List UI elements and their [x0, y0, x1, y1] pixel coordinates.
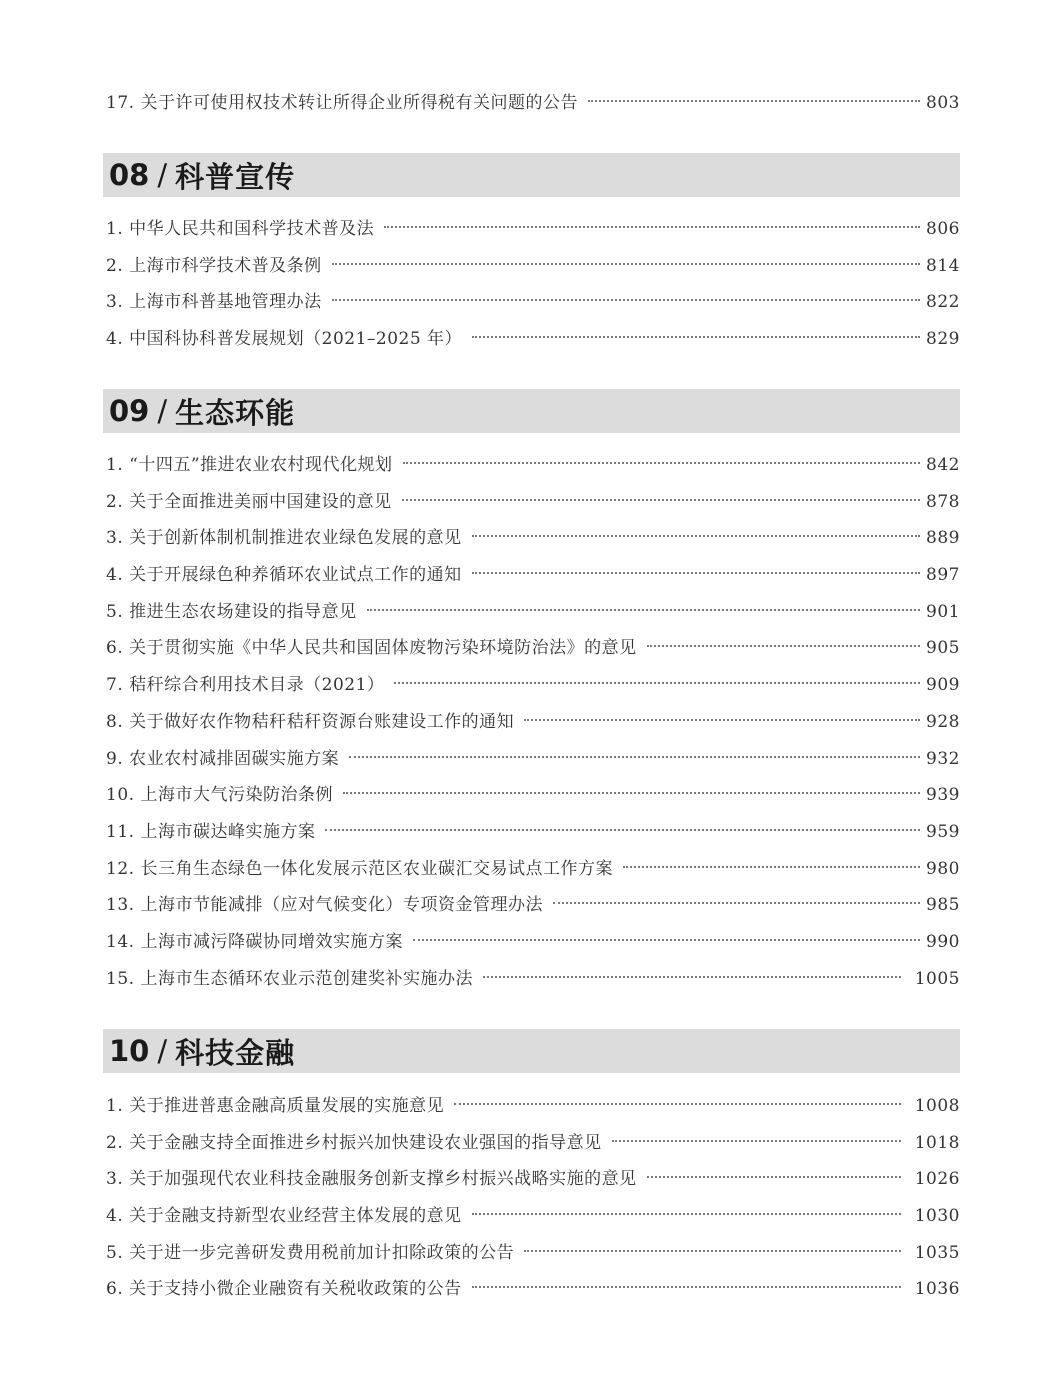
dot-leader	[384, 226, 920, 228]
dot-leader	[588, 100, 920, 102]
toc-entry[interactable]	[106, 321, 960, 358]
toc-entry-title: 8. 关于做好农作物秸秆秸秆资源台账建设工作的通知	[106, 711, 515, 732]
toc-entry-title: 11. 上海市碳达峰实施方案	[106, 821, 316, 842]
toc-section-08-list	[106, 211, 960, 358]
dot-leader	[524, 719, 920, 721]
toc-entry-title: 2. 关于金融支持全面推进乡村振兴加快建设农业强国的指导意见	[106, 1132, 602, 1153]
toc-entry-page: 1035	[914, 1242, 960, 1263]
dot-leader	[349, 756, 920, 758]
toc-entry-page: 829	[926, 329, 960, 350]
toc-entry[interactable]	[106, 211, 960, 248]
toc-entry-page: 959	[926, 821, 960, 842]
toc-entry-page: 1018	[914, 1132, 960, 1153]
toc-entry[interactable]	[106, 1198, 960, 1235]
toc-entry[interactable]	[106, 594, 960, 631]
section-name: 科普宣传	[175, 159, 296, 194]
dot-leader	[553, 902, 920, 904]
toc-entry[interactable]	[106, 851, 960, 888]
toc-entry[interactable]	[106, 284, 960, 321]
dot-leader	[413, 939, 920, 941]
toc-entry-page: 928	[926, 711, 960, 732]
dot-leader	[472, 1213, 901, 1215]
toc-entry[interactable]	[106, 1088, 960, 1125]
toc-entry[interactable]	[106, 85, 960, 122]
toc-entry[interactable]	[106, 557, 960, 594]
toc-entry[interactable]	[106, 484, 960, 521]
toc-entry-title: 1. 中华人民共和国科学技术普及法	[106, 219, 375, 239]
dot-leader	[524, 1250, 901, 1252]
toc-entry-title: 1. “十四五”推进农业农村现代化规划	[106, 455, 393, 475]
section-header-08	[103, 153, 960, 197]
toc-entry[interactable]	[106, 1271, 960, 1308]
toc-entry-title: 9. 农业农村减排固碳实施方案	[106, 748, 340, 769]
toc-entry-title: 7. 秸秆综合利用技术目录（2021）	[106, 675, 385, 696]
dot-leader	[647, 645, 920, 647]
toc-entry-page: 909	[926, 675, 960, 696]
toc-entry-page: 1008	[914, 1096, 960, 1116]
toc-entry-title: 10. 上海市大气污染防治条例	[106, 785, 333, 806]
toc-entry-title: 5. 推进生态农场建设的指导意见	[106, 601, 357, 622]
dot-leader	[472, 336, 920, 338]
toc-entry-title: 5. 关于进一步完善研发费用税前加计扣除政策的公告	[106, 1242, 515, 1263]
toc-entry-title: 17. 关于许可使用权技术转让所得企业所得税有关问题的公告	[106, 93, 578, 113]
toc-entry-page: 842	[926, 455, 960, 475]
toc-entry-page: 932	[926, 748, 960, 769]
toc-entry-title: 2. 关于全面推进美丽中国建设的意见	[106, 491, 392, 512]
toc-entry-title: 12. 长三角生态绿色一体化发展示范区农业碳汇交易试点工作方案	[106, 858, 613, 879]
toc-entry-page: 822	[926, 292, 960, 313]
toc-entry[interactable]	[106, 961, 960, 998]
dot-leader	[647, 1176, 901, 1178]
toc-entry-title: 4. 关于开展绿色种养循环农业试点工作的通知	[106, 565, 462, 586]
toc-entry-page: 1030	[914, 1206, 960, 1227]
dot-leader	[472, 572, 920, 574]
toc-entry-page: 806	[926, 219, 960, 239]
toc-section-10-list	[106, 1088, 960, 1308]
toc-entry[interactable]	[106, 520, 960, 557]
toc-entry[interactable]	[106, 704, 960, 741]
toc-entry-title: 15. 上海市生态循环农业示范创建奖补实施办法	[106, 968, 473, 989]
toc-entry-page: 1005	[914, 968, 960, 989]
dot-leader	[332, 299, 920, 301]
section-header-10	[103, 1029, 960, 1073]
toc-entry[interactable]	[106, 1161, 960, 1198]
toc-entry-title: 14. 上海市减污降碳协同增效实施方案	[106, 931, 403, 952]
toc-entry-title: 13. 上海市节能减排（应对气候变化）专项资金管理办法	[106, 895, 543, 916]
toc-entry[interactable]	[106, 248, 960, 285]
toc-entry-title: 4. 中国科协科普发展规划（2021–2025 年）	[106, 329, 463, 350]
toc-entry[interactable]	[106, 667, 960, 704]
dot-leader	[403, 462, 921, 464]
dot-leader	[623, 866, 920, 868]
toc-entry[interactable]	[106, 1125, 960, 1162]
dot-leader	[394, 682, 920, 684]
dot-leader	[612, 1140, 901, 1142]
toc-entry-page: 889	[926, 528, 960, 549]
toc-entry-title: 6. 关于贯彻实施《中华人民共和国固体废物污染环境防治法》的意见	[106, 638, 637, 659]
toc-entry-page: 985	[926, 895, 960, 916]
dot-leader	[454, 1103, 901, 1105]
toc-entry[interactable]	[106, 630, 960, 667]
section-slash: /	[157, 394, 168, 428]
toc-entry[interactable]	[106, 814, 960, 851]
section-number: 10	[109, 1034, 150, 1068]
toc-entry-title: 2. 上海市科学技术普及条例	[106, 255, 322, 276]
toc-entry-page: 1036	[914, 1279, 960, 1300]
toc-section-09-list	[106, 447, 960, 997]
toc-entry-title: 6. 关于支持小微企业融资有关税收政策的公告	[106, 1279, 462, 1300]
toc-entry-title: 1. 关于推进普惠金融高质量发展的实施意见	[106, 1096, 445, 1116]
toc-entry-page: 1026	[914, 1169, 960, 1190]
toc-entry[interactable]	[106, 777, 960, 814]
toc-entry-page: 897	[926, 565, 960, 586]
toc-entry-page: 905	[926, 638, 960, 659]
toc-entry-page: 980	[926, 858, 960, 879]
dot-leader	[402, 499, 920, 501]
dot-leader	[332, 263, 920, 265]
toc-entry[interactable]	[106, 447, 960, 484]
dot-leader	[343, 792, 920, 794]
section-name: 科技金融	[175, 1035, 296, 1070]
dot-leader	[472, 1286, 901, 1288]
toc-entry-title: 3. 关于创新体制机制推进农业绿色发展的意见	[106, 528, 462, 549]
section-number: 08	[109, 158, 150, 192]
toc-entry-page: 878	[926, 491, 960, 512]
section-number: 09	[109, 394, 150, 428]
section-name: 生态环能	[175, 395, 296, 430]
dot-leader	[472, 535, 920, 537]
dot-leader	[367, 609, 920, 611]
section-header-09	[103, 389, 960, 433]
toc-entry[interactable]	[106, 1235, 960, 1272]
toc-entry-title: 3. 上海市科普基地管理办法	[106, 292, 322, 313]
toc-entry-page: 814	[926, 255, 960, 276]
dot-leader	[483, 976, 901, 978]
toc-entry-page: 990	[926, 931, 960, 952]
toc-entry-page: 901	[926, 601, 960, 622]
toc-entry-title: 3. 关于加强现代农业科技金融服务创新支撑乡村振兴战略实施的意见	[106, 1169, 637, 1190]
section-slash: /	[157, 158, 168, 192]
section-slash: /	[157, 1034, 168, 1068]
toc-entry[interactable]	[106, 741, 960, 778]
toc-entry-title: 4. 关于金融支持新型农业经营主体发展的意见	[106, 1206, 462, 1227]
toc-entry-page: 803	[926, 93, 960, 113]
toc-entry[interactable]	[106, 887, 960, 924]
toc-top-list	[106, 85, 960, 122]
toc-entry[interactable]	[106, 924, 960, 961]
toc-entry-page: 939	[926, 785, 960, 806]
dot-leader	[325, 829, 920, 831]
